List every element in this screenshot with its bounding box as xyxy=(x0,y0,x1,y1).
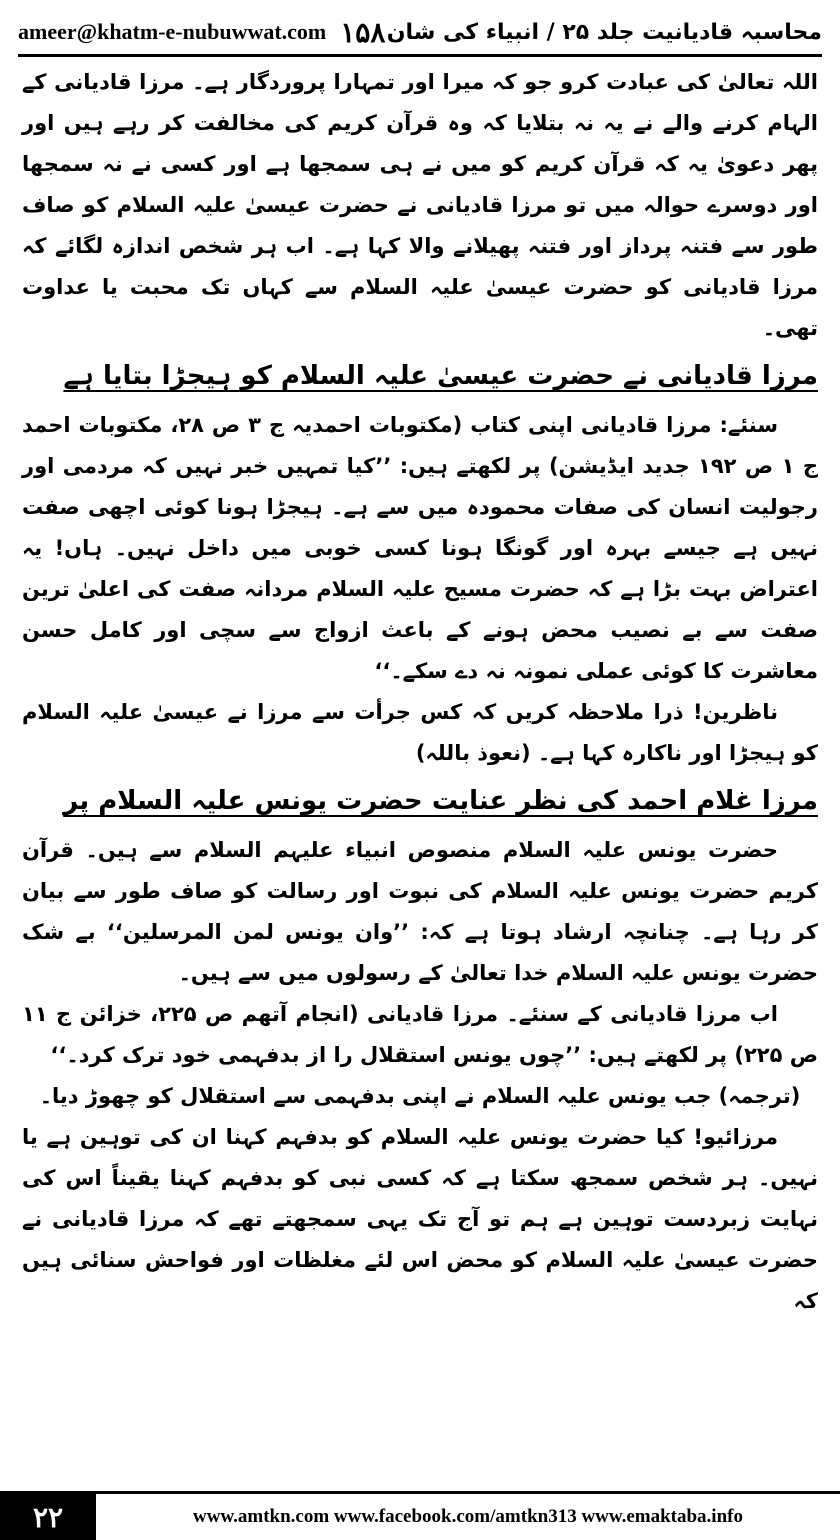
header-page-number: ۱۵۸ xyxy=(340,15,386,49)
paragraph: ناظرین! ذرا ملاحظہ کریں کہ کس جرأت سے مرزا نے عیسیٰ علیہ السلام کو ہیجڑا اور ناکارہ کہا ہے۔ (نعوذ باللہ) xyxy=(22,700,818,765)
header-title: محاسبہ قادیانیت جلد ۲۵ / انبیاء کی شان xyxy=(386,19,822,45)
paragraph: سنئے: مرزا قادیانی اپنی کتاب (مکتوبات احمدیہ ج ۳ ص ۲۸، مکتوبات احمد ج ۱ ص ۱۹۲ جدید ایڈیشن) پر لکھتے ہیں: ’’کیا تمہیں خبر نہیں کہ مردمی اور رجولیت انسان کی صفات محمودہ میں سے ہے۔ ہیجڑا ہونا کوئی اچھی صفت نہیں ہے جیسے بہرہ اور گونگا ہونا کسی خوبی میں داخل نہیں۔ ہاں! یہ اعتراض بہت بڑا ہے کہ حضرت مسیح علیہ السلام مردانہ صفت کی اعلیٰ ترین صفت سے بے نصیب محض ہونے کے باعث ازواج سے سچی اور کامل حسن معاشرت کا کوئی عملی نمونہ نہ دے سکے۔‘‘ xyxy=(22,413,818,683)
page-content xyxy=(22,62,818,1322)
translation-line: (ترجمہ) جب یونس علیہ السلام نے اپنی بدفہمی سے استقلال کو چھوڑ دیا۔ xyxy=(39,1084,801,1108)
header-left xyxy=(18,16,385,49)
paragraph: مرزائیو! کیا حضرت یونس علیہ السلام کو بدفہم کہنا ان کی توہین ہے یا نہیں۔ ہر شخص سمجھ سکتا ہے کہ کسی نبی کو بدفہم کہنا یقیناً اس کی نہایت زبردست توہین ہے ہم تو آج تک یہی سمجھتے تھے کہ مرزا قادیانی نے حضرت عیسیٰ علیہ السلام کو محض اس لئے مغلظات اور فواحش سنائی ہیں کہ xyxy=(22,1125,818,1313)
page-footer xyxy=(0,1491,840,1540)
header-email: ameer@khatm-e-nubuwwat.com xyxy=(18,19,327,44)
footer-page-number: ۲۲ xyxy=(0,1494,96,1540)
section-heading-2: مرزا غلام احمد کی نظر عنایت حضرت یونس علیہ السلام پر xyxy=(63,786,818,816)
paragraph: حضرت یونس علیہ السلام منصوص انبیاء علیہم السلام سے ہیں۔ قرآن کریم حضرت یونس علیہ السلام کی نبوت اور رسالت کو صاف طور سے بیان کر رہا ہے۔ چنانچہ ارشاد ہوتا ہے کہ: ’’وان یونس لمن المرسلین‘‘ بے شک حضرت یونس علیہ السلام خدا تعالیٰ کے رسولوں میں سے ہیں۔ xyxy=(22,838,818,985)
footer-links[interactable]: www.amtkn.com www.facebook.com/amtkn313 www.emaktaba.info xyxy=(193,1506,743,1527)
paragraph: اب مرزا قادیانی کے سنئے۔ مرزا قادیانی (انجام آتھم ص ۲۲۵، خزائن ج ۱۱ ص ۲۲۵) پر لکھتے ہیں: ’’چوں یونس استقلال را از بدفہمی خود ترک کرد۔‘‘ xyxy=(22,1002,818,1067)
paragraph: اللہ تعالیٰ کی عبادت کرو جو کہ میرا اور تمہارا پروردگار ہے۔ مرزا قادیانی کے الہام کرنے والے نے یہ نہ بتلایا کہ وہ قرآن کریم کی مخالفت کر رہے ہیں اور پھر دعویٰ یہ کہ قرآن کریم کو میں نے ہی سمجھا ہے اور کسی نے نہ سمجھا اور دوسرے حوالہ میں تو مرزا قادیانی نے حضرت عیسیٰ علیہ السلام کو صاف طور سے فتنہ پرداز اور فتنہ پھیلانے والا کہا ہے۔ اب ہر شخص اندازہ لگائے کہ مرزا قادیانی کو حضرت عیسیٰ علیہ السلام سے کہاں تک محبت یا عداوت تھی۔ xyxy=(22,70,818,340)
section-heading-1: مرزا قادیانی نے حضرت عیسیٰ علیہ السلام کو ہیجڑا بتایا ہے xyxy=(63,361,818,391)
page-header xyxy=(18,10,822,57)
